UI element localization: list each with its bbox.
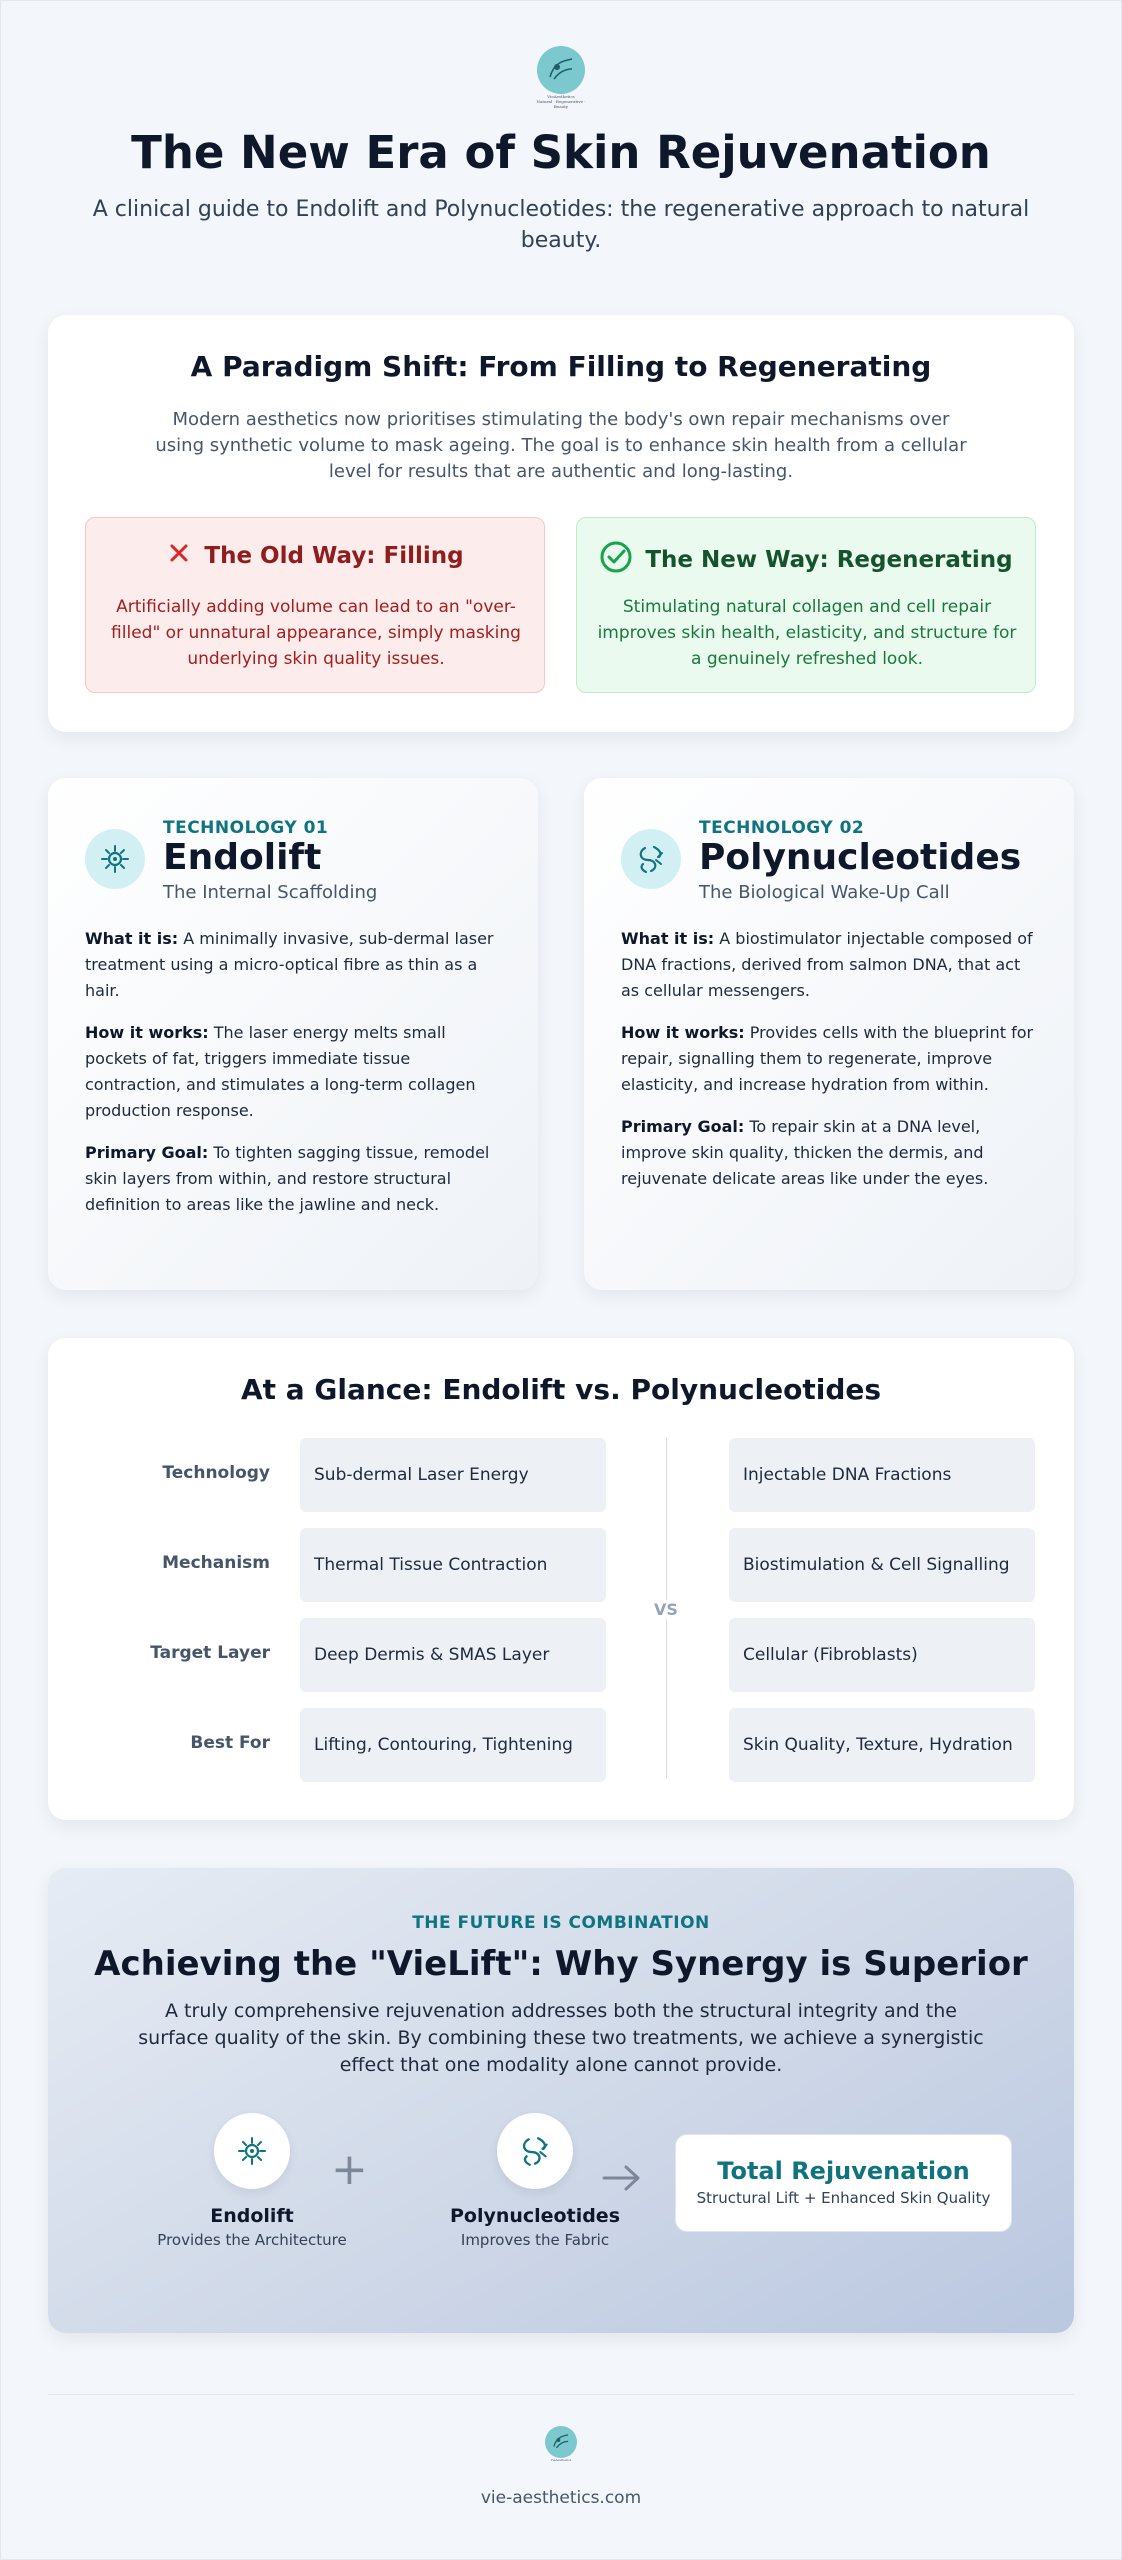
laser-icon bbox=[85, 829, 145, 889]
row-label: Technology bbox=[162, 1463, 270, 1483]
row-label: Best For bbox=[190, 1733, 270, 1753]
page-subtitle: A clinical guide to Endolift and Polynucleotides: the regenerative approach to natural beauty. bbox=[92, 197, 1030, 253]
tech-what: What it is: A biostimulator injectable composed of DNA fractions, derived from salmon DNA, that act as cellular messengers. bbox=[621, 929, 1033, 1000]
tech-goal: Primary Goal: To tighten sagging tissue, remodel skin layers from within, and restore structural definition to areas like the jawline and neck. bbox=[85, 1143, 490, 1214]
endolift-card bbox=[48, 778, 538, 1290]
endolift-value: Lifting, Contouring, Tightening bbox=[300, 1708, 606, 1782]
comparison-title: At a Glance: Endolift vs. Polynucleotides bbox=[240, 1373, 882, 1406]
shift-title: A Paradigm Shift: From Filling to Regenerating bbox=[190, 350, 932, 383]
logo-emblem-icon bbox=[537, 46, 585, 94]
x-icon bbox=[166, 540, 192, 572]
polynucleotides-value: Biostimulation & Cell Signalling bbox=[729, 1528, 1035, 1602]
polynucleotides-value: Skin Quality, Texture, Hydration bbox=[729, 1708, 1035, 1782]
polynucleotides-value: Cellular (Fibroblasts) bbox=[729, 1618, 1035, 1692]
synergy-card bbox=[48, 1868, 1074, 2333]
endolift-value: Sub-dermal Laser Energy bbox=[300, 1438, 606, 1512]
logo-text: VieAesthetics bbox=[547, 94, 575, 99]
tech-tag: TECHNOLOGY 01 bbox=[163, 818, 329, 838]
plus-icon: + bbox=[331, 2144, 368, 2195]
row-label: Mechanism bbox=[162, 1553, 270, 1573]
website-link[interactable]: vie-aesthetics.com bbox=[480, 2488, 642, 2508]
paradigm-shift-card bbox=[48, 315, 1074, 732]
old-way-heading bbox=[86, 540, 544, 572]
synergy-item-role: Improves the Fabric bbox=[460, 2231, 610, 2249]
vs-label: VS bbox=[646, 1600, 686, 1619]
logo-tagline: Natural · Regenerative · Beauty bbox=[536, 99, 586, 109]
tech-how: How it works: Provides cells with the blueprint for repair, signalling them to regenerate, improve elasticity, and increase hydration from within. bbox=[621, 1023, 1034, 1094]
synergy-description: A truly comprehensive rejuvenation addresses both the structural integrity and the surface quality of the skin. By combining these two treatments, we achieve a synergistic effect that one modality alone cannot provide. bbox=[138, 2000, 984, 2076]
tech-name: Polynucleotides bbox=[699, 837, 1022, 878]
footer-divider bbox=[48, 2394, 1074, 2395]
new-way-heading bbox=[577, 540, 1035, 580]
tech-body bbox=[621, 926, 1041, 1208]
result-box bbox=[675, 2134, 1012, 2232]
logo-text: VieAesthetics bbox=[550, 2458, 572, 2462]
old-way-box bbox=[85, 517, 545, 693]
check-circle-icon bbox=[599, 540, 633, 580]
footer-logo bbox=[542, 2426, 580, 2470]
endolift-value: Thermal Tissue Contraction bbox=[300, 1528, 606, 1602]
old-way-text: Artificially adding volume can lead to an "over-filled" or unnatural appearance, simply masking underlying skin quality issues. bbox=[111, 597, 521, 669]
row-label: Target Layer bbox=[150, 1643, 270, 1663]
dna-icon bbox=[497, 2113, 573, 2189]
endolift-value: Deep Dermis & SMAS Layer bbox=[300, 1618, 606, 1692]
synergy-title: Achieving the "VieLift": Why Synergy is Superior bbox=[94, 1944, 1028, 1984]
new-way-text: Stimulating natural collagen and cell repair improves skin health, elasticity, and structure for a genuinely refreshed look. bbox=[597, 597, 1017, 669]
laser-icon bbox=[214, 2113, 290, 2189]
comparison-card bbox=[48, 1338, 1074, 1820]
tech-what: What it is: A minimally invasive, sub-dermal laser treatment using a micro-optical fibre as thin as a hair. bbox=[85, 929, 494, 1000]
polynucleotides-value: Injectable DNA Fractions bbox=[729, 1438, 1035, 1512]
synergy-item-role: Provides the Architecture bbox=[157, 2231, 347, 2249]
tech-tag: TECHNOLOGY 02 bbox=[699, 818, 865, 838]
polynucleotides-card bbox=[584, 778, 1074, 1290]
old-way-title: The Old Way: Filling bbox=[204, 543, 464, 569]
shift-description: Modern aesthetics now prioritises stimulating the body's own repair mechanisms over using synthetic volume to mask ageing. The goal is to enhance skin health from a cellular level for results that are authentic and long-lasting. bbox=[155, 409, 967, 482]
tech-body bbox=[85, 926, 505, 1234]
page-title: The New Era of Skin Rejuvenation bbox=[131, 126, 991, 179]
tech-name: Endolift bbox=[163, 837, 322, 878]
synergy-item-endolift bbox=[152, 2113, 352, 2249]
result-subtitle: Structural Lift + Enhanced Skin Quality bbox=[696, 2189, 991, 2207]
new-way-box bbox=[576, 517, 1036, 693]
logo-emblem-icon bbox=[545, 2426, 577, 2458]
tech-subtitle: The Biological Wake-Up Call bbox=[699, 882, 950, 903]
tech-subtitle: The Internal Scaffolding bbox=[163, 882, 378, 903]
tech-goal: Primary Goal: To repair skin at a DNA level, improve skin quality, thicken the dermis, and rejuvenate delicate areas like under the eyes. bbox=[621, 1117, 989, 1188]
synergy-item-name: Polynucleotides bbox=[449, 2205, 621, 2227]
synergy-tag: THE FUTURE IS COMBINATION bbox=[412, 1913, 710, 1933]
arrow-right-icon bbox=[600, 2161, 644, 2199]
brand-logo bbox=[533, 46, 589, 109]
tech-how: How it works: The laser energy melts small pockets of fat, triggers immediate tissue contraction, and stimulates a long-term collagen production response. bbox=[85, 1023, 476, 1120]
synergy-item-name: Endolift bbox=[210, 2205, 294, 2227]
result-title: Total Rejuvenation bbox=[717, 2157, 970, 2185]
new-way-title: The New Way: Regenerating bbox=[645, 547, 1013, 573]
dna-icon bbox=[621, 829, 681, 889]
